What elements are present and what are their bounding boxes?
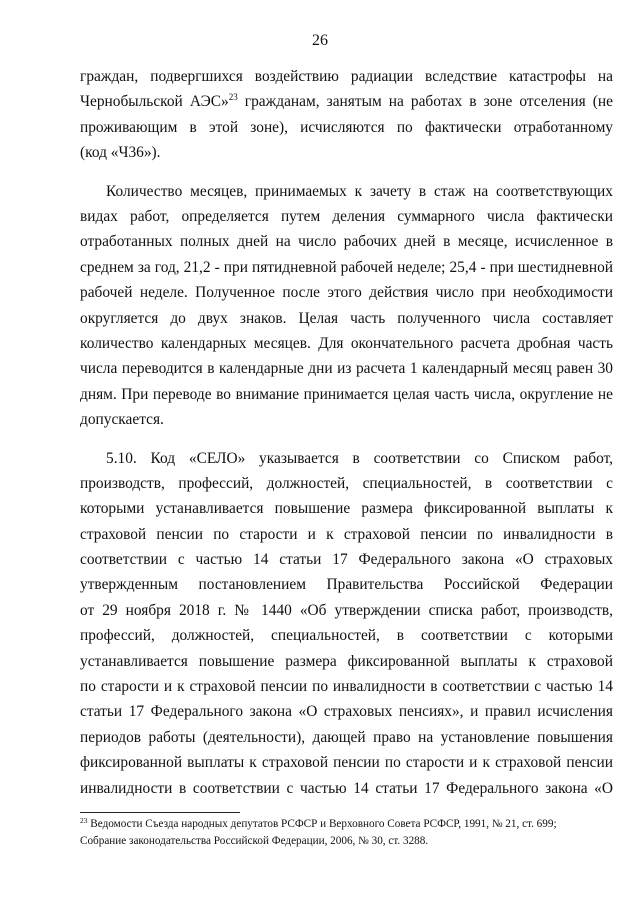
text-line: профессий, должностей, специальностей, в соответствии с которыми: [80, 627, 613, 645]
text-line: статьи 17 Федерального закона «О страховых пенсиях», и правил исчисления: [80, 703, 613, 721]
text-line: граждан, подвергшихся воздействию радиации вследствие катастрофы на: [80, 68, 613, 85]
text-line: округляется до двух знаков. Целая часть полученного числа составляет: [80, 309, 613, 327]
text-line: среднем за год, 21,2 - при пятидневной рабочей неделе; 25,4 - при шестидневной: [80, 258, 613, 276]
footnote-reference: 23: [228, 92, 238, 103]
text-line: производств, профессий, должностей, специальностей, в соответствии с: [80, 474, 613, 492]
text-line: по старости и к страховой пенсии по инвалидности в соответствии с частью 14: [80, 678, 613, 696]
footnote-divider: [80, 812, 240, 813]
text-line: утвержденным постановлением Правительства Российской Федерации: [80, 576, 613, 594]
text-line: от 29 ноября 2018 г. № 1440 «Об утверждении списка работ, производств,: [80, 601, 613, 619]
text-line: периодов работы (деятельности), дающей право на установление повышения: [80, 728, 613, 746]
text-line: фиксированной выплаты к страховой пенсии по старости и к страховой пенсии: [80, 754, 613, 772]
body-text: [80, 64, 613, 801]
footnote-text: Ведомости Съезда народных депутатов РСФСР и Верховного Совета РСФСР, 1991, № 21, ст. 699;: [87, 818, 557, 830]
text-line: дням. При переводе во внимание принимается целая часть числа, округление не: [80, 385, 613, 403]
page-number: 26: [312, 32, 328, 49]
text-line: которыми устанавливается повышение размера фиксированной выплаты к: [80, 500, 613, 518]
text-line: проживающим в этой зоне), исчисляются по фактически отработанному: [80, 118, 613, 136]
text-line: Количество месяцев, принимаемых к зачету в стаж на соответствующих: [106, 182, 613, 200]
text-line: рабочей неделе. Полученное после этого действия число при необходимости: [80, 284, 613, 302]
text-line: количество календарных месяцев. Для окончательного расчета дробная часть: [80, 334, 613, 352]
footnote-marker: 23: [80, 816, 88, 825]
text-line: устанавливается повышение размера фиксированной выплаты к страховой: [80, 652, 613, 670]
paragraph-1: [80, 64, 613, 166]
paragraph-3: [80, 446, 613, 801]
text-line: [80, 89, 613, 114]
text-fragment: гражданам, занятым на работах в зоне отселения (не: [237, 93, 613, 111]
text-line: 5.10. Код «СЕЛО» указывается в соответствии со Списком работ,: [106, 449, 613, 467]
text-line: (код «Ч36»).: [80, 144, 161, 162]
paragraph-2: [80, 179, 613, 433]
text-line: отработанных полных дней на число рабочих дней в месяце, исчисленное в: [80, 233, 613, 251]
text-fragment: Чернобыльской АЭС»: [80, 93, 229, 111]
text-line: числа переводится в календарные дни из расчета 1 календарный месяц равен 30: [80, 360, 613, 378]
text-line: допускается.: [80, 411, 164, 429]
text-line: видах работ, определяется путем деления суммарного числа фактически: [80, 207, 613, 225]
footnote-line: Собрание законодательства Российской Федерации, 2006, № 30, ст. 3288.: [80, 835, 429, 847]
footnote: [80, 816, 613, 850]
text-line: страховой пенсии по старости и к страховой пенсии по инвалидности в: [80, 525, 613, 543]
text-line: инвалидности в соответствии с частью 14 статьи 17 Федерального закона «О: [80, 779, 613, 797]
text-line: соответствии с частью 14 статьи 17 Федерального закона «О страховых: [80, 551, 613, 569]
footnote-line: [80, 816, 613, 833]
